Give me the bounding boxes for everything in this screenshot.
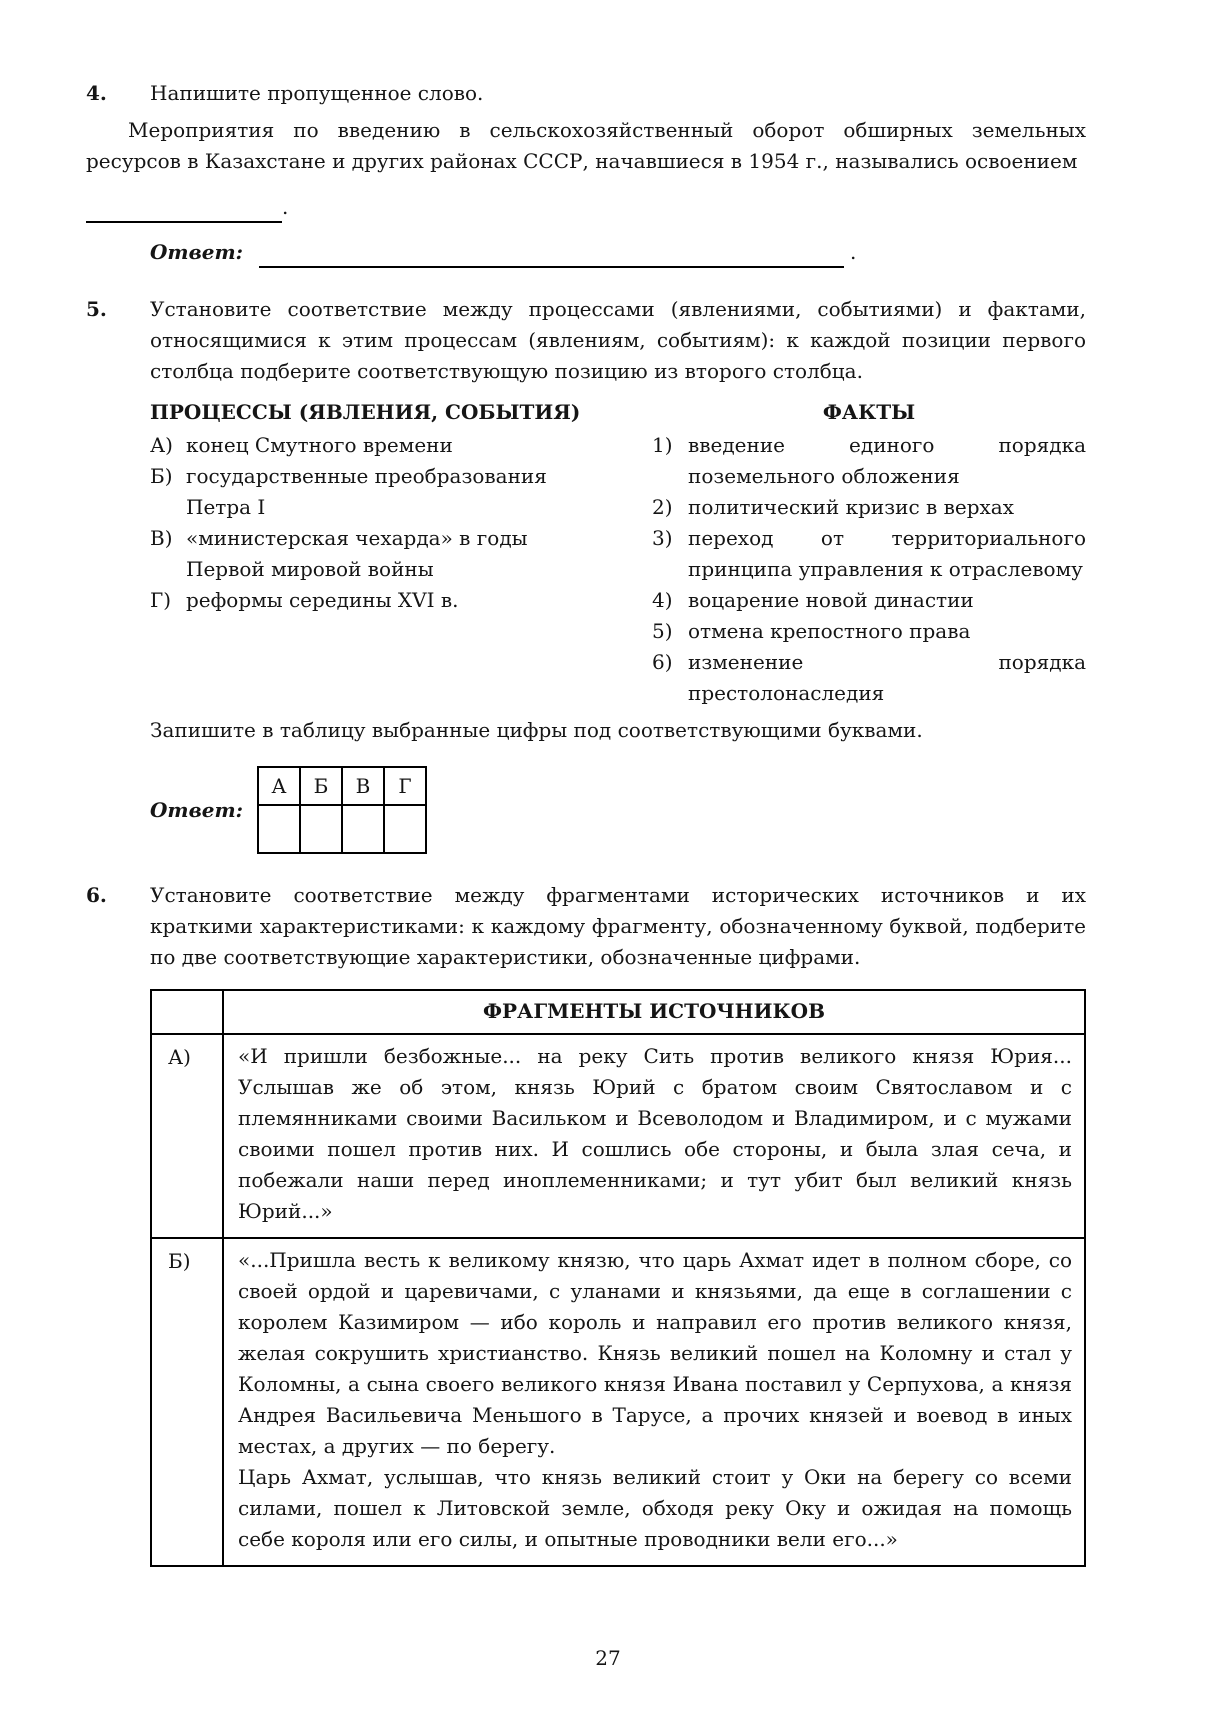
task4-blank-period: . <box>282 195 289 219</box>
fragment-row <box>151 1034 1085 1238</box>
task4-answer-period: . <box>850 240 857 264</box>
answer-cell-v[interactable] <box>342 805 384 853</box>
task4-blank-row <box>86 183 1086 223</box>
fact-item <box>652 523 1086 585</box>
answer-table <box>257 766 427 854</box>
task4-number: 4. <box>86 81 107 105</box>
processes-column <box>150 397 652 709</box>
task4-header-row <box>86 78 1086 109</box>
task5-note: Запишите в таблицу выбранные цифры под соответствующими буквами. <box>150 718 923 742</box>
fragment-paragraph: Царь Ахмат, услышав, что князь великий стоит у Оки на берегу со всеми силами, пошел к Литовской земле, обходя реку Оку и ожидая на помощь себе короля или его силы, и опытные проводники вели его...» <box>238 1465 1072 1551</box>
task5-number: 5. <box>86 297 107 321</box>
process-item-key: Б) <box>150 464 173 488</box>
fragment-paragraph: «...Пришла весть к великому князю, что царь Ахмат идет в полном сборе, со своей ордой и царевичами, с уланами и князьями, да еще в соглашении с королем Казимиром — ибо король и направил его против великого князя, желая сокрушить христианство. Князь великий пошел на Коломну и стал у Коломны, а сына своего великого князя Ивана поставил у Серпухова, а князя Андрея Васильевича Меньшого в Тарусе, а прочих князей и воевод в иных местах, а других — по берегу. <box>238 1248 1072 1458</box>
task-6 <box>86 880 1086 1567</box>
fragment-paragraph: «И пришли безбожные... на реку Сить против великого князя Юрия... Услышав же об этом, князь Юрий с братом своим Святославом и с племянниками своими Васильком и Всеволодом и Владимиром, и с мужами своими пошел против них. И сошлись обе стороны, и была злая сеча, и побежали наши перед иноплеменниками; и тут убит был великий князь Юрий...» <box>238 1044 1072 1223</box>
sources-table <box>150 989 1086 1567</box>
fact-item-key: 2) <box>652 495 673 519</box>
task5-intro: Установите соответствие между процессами (явлениями, событиями) и фактами, относящимися к этим процессам (явлениям, событиям): к каждой позиции первого столбца подберите соответствующую позицию из второго столбца. <box>150 297 1086 383</box>
answer-table-header-row <box>258 767 426 805</box>
process-item-key: В) <box>150 526 173 550</box>
process-item-text: «министерская чехарда» в годы Первой мировой войны <box>186 526 528 581</box>
task6-content <box>86 880 1086 1567</box>
fact-item-text: изменение порядка престолонаследия <box>688 650 1086 705</box>
fragment-text <box>223 1238 1085 1566</box>
task5-content <box>86 294 1086 854</box>
task5-answer-block <box>150 766 1086 854</box>
answer-table-header-cell: В <box>342 767 384 805</box>
answer-table-header-cell: А <box>258 767 300 805</box>
processes-header: ПРОЦЕССЫ (ЯВЛЕНИЯ, СОБЫТИЯ) <box>150 400 581 424</box>
fragment-key: А) <box>151 1034 223 1238</box>
sources-table-header-empty-cell <box>151 990 223 1034</box>
fact-item-key: 5) <box>652 619 673 643</box>
task4-answer-blank[interactable] <box>259 242 844 268</box>
answer-cell-a[interactable] <box>258 805 300 853</box>
task4-body: Мероприятия по введению в сельскохозяйственный оборот обширных земельных ресурсов в Казахстане и других районах СССР, начавшиеся в 1954 г., назывались освоением <box>86 118 1086 173</box>
process-item <box>150 585 586 616</box>
sources-table-header-row <box>151 990 1085 1034</box>
fragment-row <box>151 1238 1085 1566</box>
fragment-text <box>223 1034 1085 1238</box>
fact-item-text: введение единого порядка поземельного обложения <box>688 433 1086 488</box>
processes-list <box>150 430 586 616</box>
fact-item <box>652 430 1086 492</box>
process-item <box>150 461 586 523</box>
answer-cell-b[interactable] <box>300 805 342 853</box>
process-item-text: государственные преобразования Петра I <box>186 464 547 519</box>
task5-answer-label: Ответ: <box>150 797 243 822</box>
task4-fill-in-blank[interactable] <box>86 197 282 223</box>
facts-list <box>652 430 1086 709</box>
task6-number: 6. <box>86 883 107 907</box>
answer-table-header-cell: Б <box>300 767 342 805</box>
task6-intro: Установите соответствие между фрагментами исторических источников и их краткими характеристиками: к каждому фрагменту, обозначенному буквой, подберите по две соответствующие характеристики, обозначенные цифрами. <box>150 883 1086 969</box>
fact-item-text: отмена крепостного права <box>688 619 971 643</box>
task-4 <box>86 78 1086 268</box>
fact-item-key: 1) <box>652 433 673 457</box>
task-5 <box>86 294 1086 854</box>
process-item-text: конец Смутного времени <box>186 433 453 457</box>
fact-item <box>652 585 1086 616</box>
fragment-key: Б) <box>151 1238 223 1566</box>
process-item-key: А) <box>150 433 173 457</box>
fact-item-key: 6) <box>652 650 673 674</box>
process-item <box>150 430 586 461</box>
fact-item-text: воцарение новой династии <box>688 588 974 612</box>
fact-item <box>652 492 1086 523</box>
answer-cell-g[interactable] <box>384 805 426 853</box>
fact-item-key: 3) <box>652 526 673 550</box>
page-number: 27 <box>595 1646 621 1670</box>
fact-item-text: политический кризис в верхах <box>688 495 1015 519</box>
sources-table-header: ФРАГМЕНТЫ ИСТОЧНИКОВ <box>223 990 1085 1034</box>
fact-item-key: 4) <box>652 588 673 612</box>
task4-title: Напишите пропущенное слово. <box>150 81 484 105</box>
fact-item <box>652 616 1086 647</box>
task5-matching-block <box>150 397 1086 709</box>
process-item-text: реформы середины XVI в. <box>186 588 459 612</box>
process-item-key: Г) <box>150 588 172 612</box>
fact-item-text: переход от территориального принципа управления к отраслевому <box>688 526 1086 581</box>
task4-answer-label: Ответ: <box>150 240 243 264</box>
answer-table-fill-row <box>258 805 426 853</box>
facts-column <box>652 397 1086 709</box>
facts-header: ФАКТЫ <box>822 400 916 424</box>
answer-table-header-cell: Г <box>384 767 426 805</box>
fact-item <box>652 647 1086 709</box>
process-item <box>150 523 586 585</box>
task4-answer-row <box>86 237 1086 268</box>
